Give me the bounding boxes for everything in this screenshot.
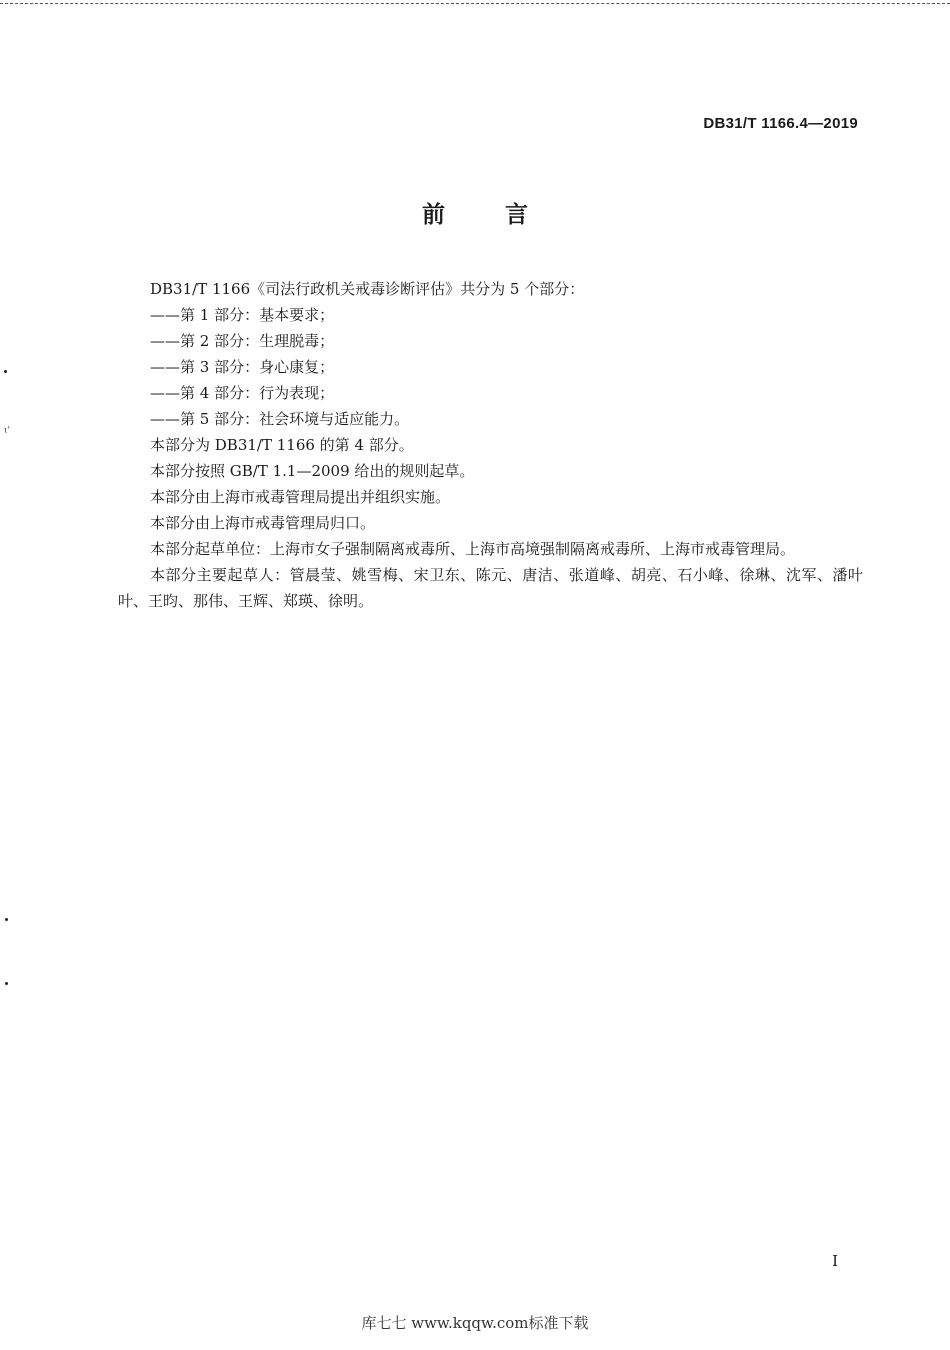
part-item-2: ——第 2 部分：生理脱毒； bbox=[150, 332, 335, 350]
drafting-units-paragraph: 本部分起草单位：上海市女子强制隔离戒毒所、上海市高境强制隔离戒毒所、上海市戒毒管理局。 bbox=[150, 540, 796, 558]
part-statement: 本部分为 DB31/T 1166 的第 4 部分。 bbox=[150, 436, 414, 454]
centralized-paragraph: 本部分由上海市戒毒管理局归口。 bbox=[150, 514, 376, 532]
top-border-line bbox=[0, 3, 950, 4]
part-item-3: ——第 3 部分：身心康复； bbox=[150, 358, 335, 376]
intro-paragraph: DB31/T 1166《司法行政机关戒毒诊断评估》共分为 5 个部分： bbox=[150, 280, 585, 298]
part-item-5: ——第 5 部分：社会环境与适应能力。 bbox=[150, 410, 410, 428]
scan-artifact-mark: ɩ' bbox=[4, 426, 11, 436]
scan-artifact-dot bbox=[4, 370, 7, 373]
part-item-4: ——第 4 部分：行为表现； bbox=[150, 384, 335, 402]
drafting-rules-paragraph: 本部分按照 GB/T 1.1—2009 给出的规则起草。 bbox=[150, 462, 475, 480]
standard-code: DB31/T 1166.4—2019 bbox=[703, 115, 858, 132]
scan-artifact-dot bbox=[5, 918, 8, 921]
footer-watermark: 库七七 www.kqqw.com标准下载 bbox=[361, 1314, 589, 1332]
part-item-1: ——第 1 部分：基本要求； bbox=[150, 306, 335, 324]
scan-artifact-dot bbox=[5, 982, 8, 985]
proposer-paragraph: 本部分由上海市戒毒管理局提出并组织实施。 bbox=[150, 488, 451, 506]
drafters-paragraph: 本部分主要起草人：管晨莹、姚雪梅、宋卫东、陈元、唐洁、张道峰、胡亮、石小峰、徐琳、沈军、潘叶叶、王昀、那伟、王辉、郑瑛、徐明。 bbox=[118, 566, 863, 610]
page-title: 前言 bbox=[422, 202, 588, 228]
page-number: I bbox=[832, 1252, 838, 1270]
foreword-body bbox=[118, 276, 863, 614]
